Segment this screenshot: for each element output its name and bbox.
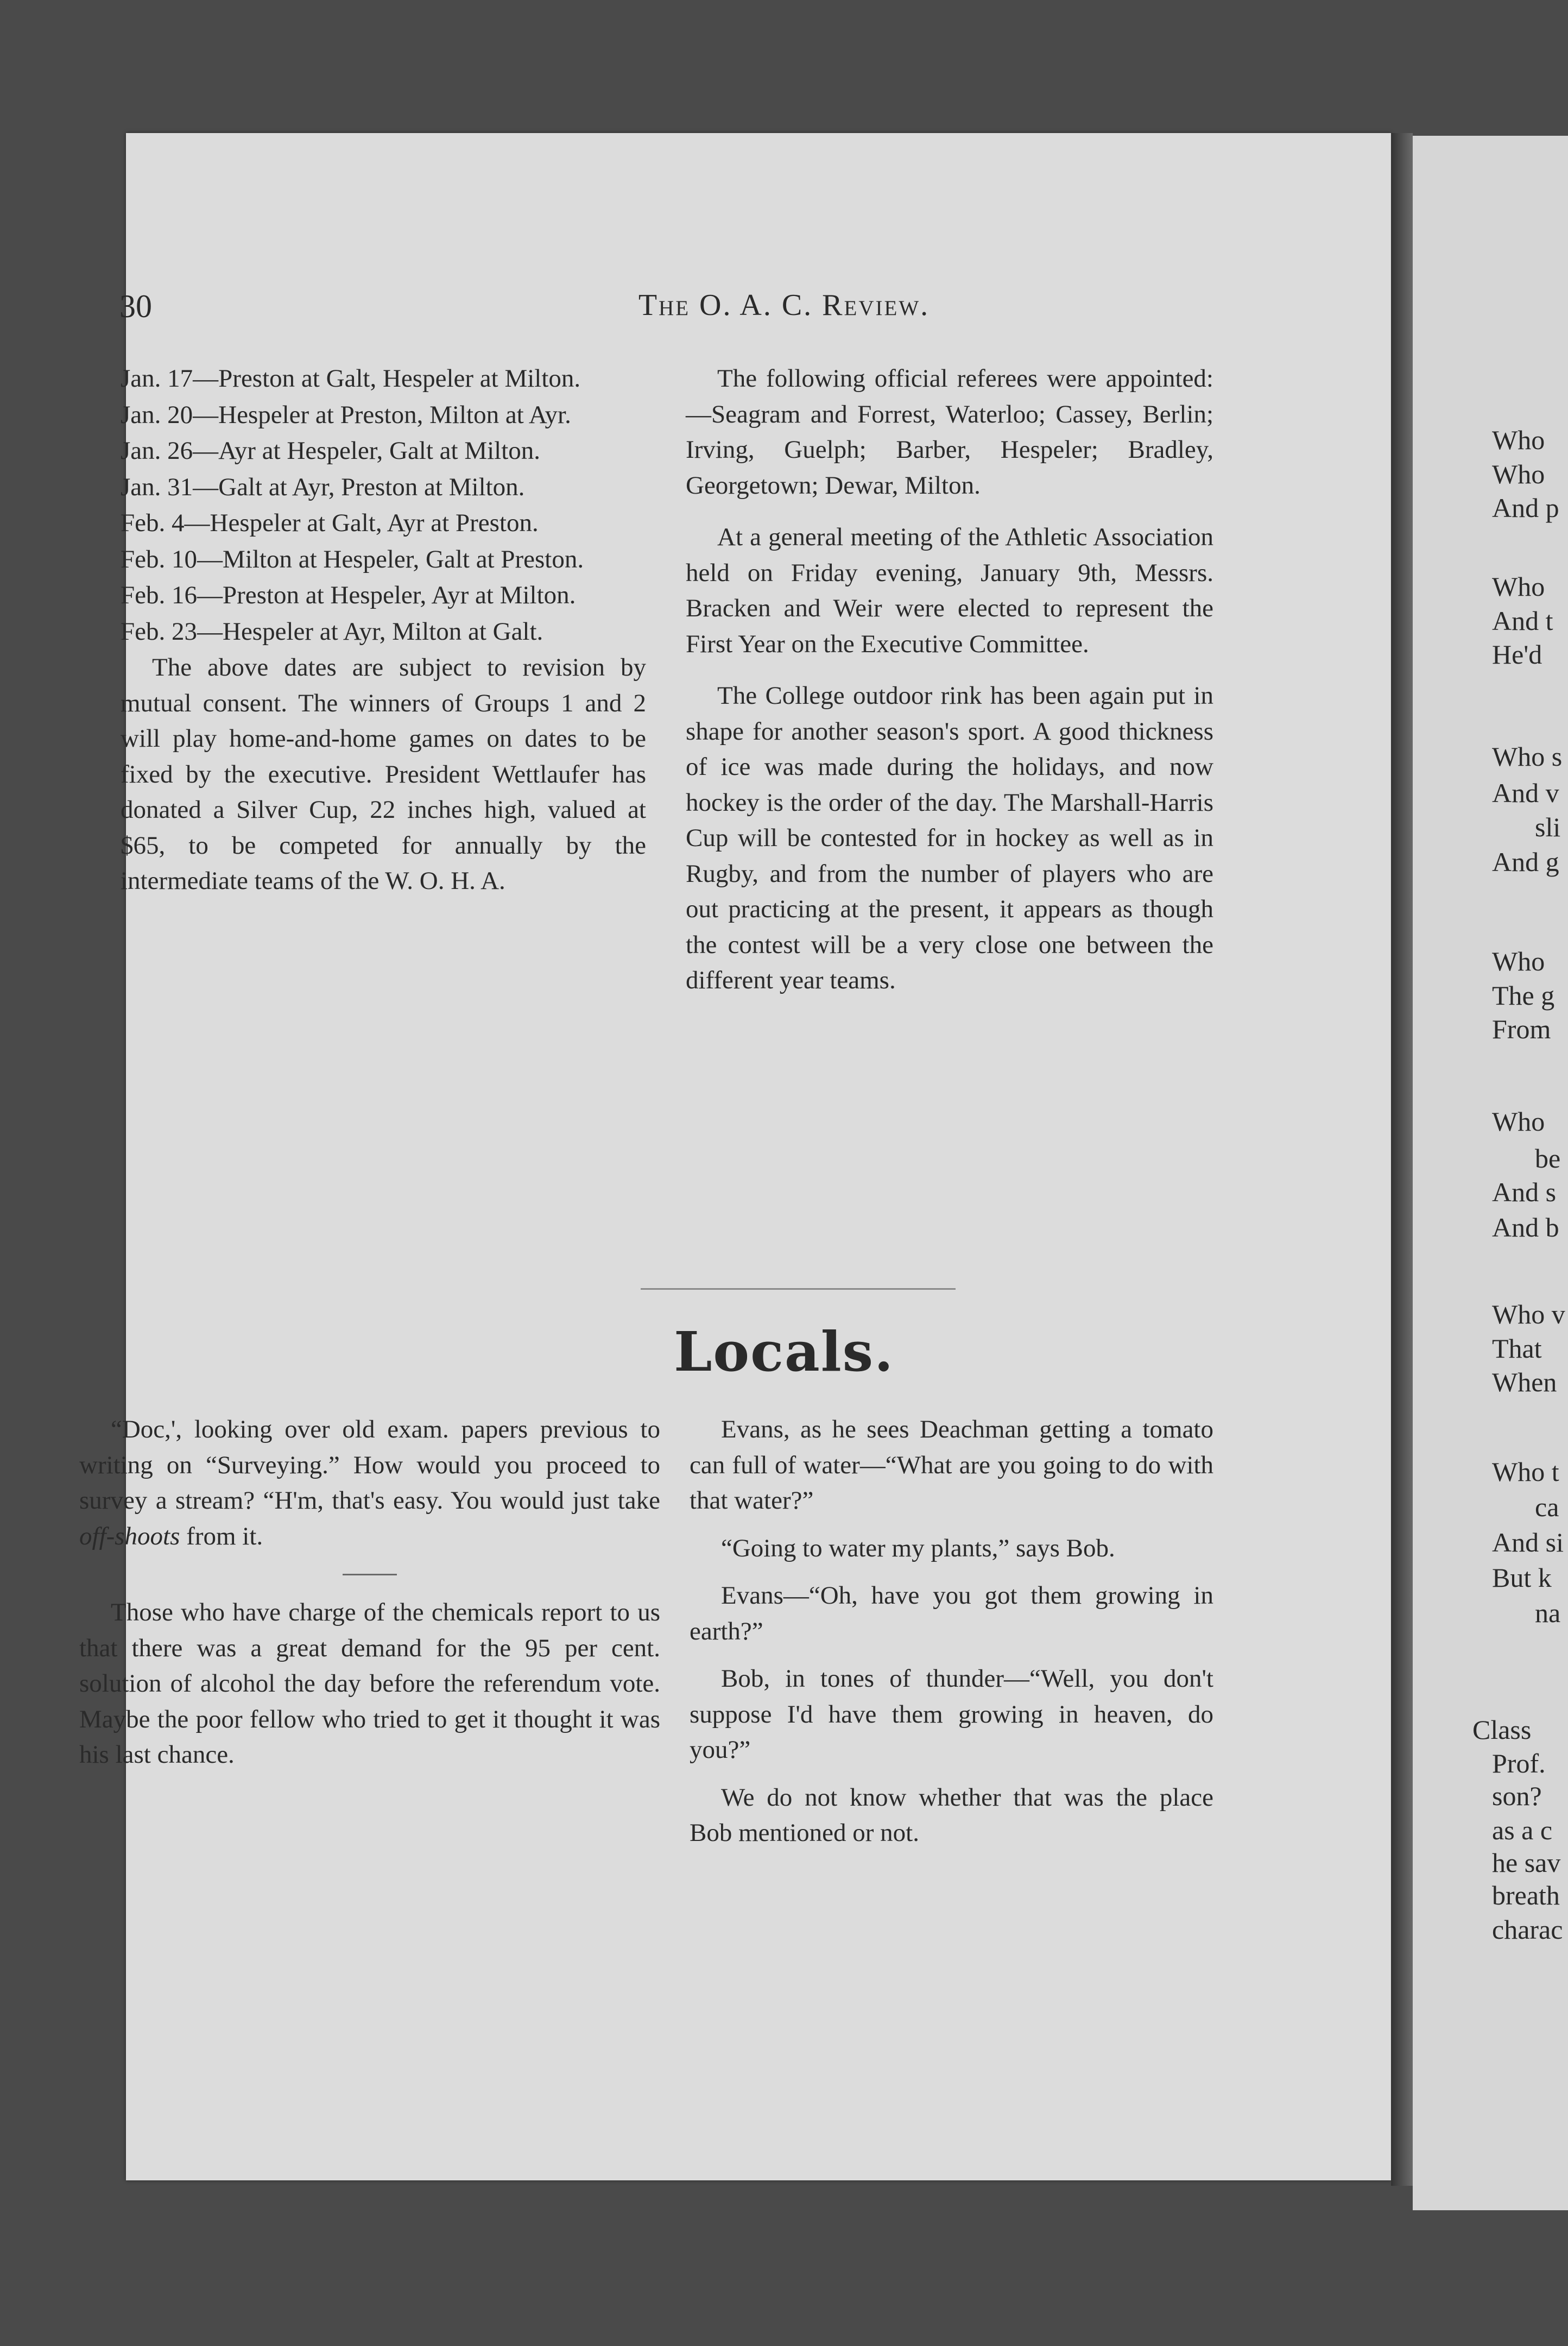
adjacent-page-text: Who t xyxy=(1492,1456,1559,1487)
schedule-date: Jan. 26 xyxy=(121,437,193,465)
evans-dialogue-3: Evans—“Oh, have you got them growing in earth?” xyxy=(690,1581,1213,1645)
page-header xyxy=(0,288,1568,326)
locals-heading: Locals. xyxy=(674,1320,894,1384)
schedule-games: —Galt at Ayr, Preston at Milton. xyxy=(193,472,525,501)
adjacent-page-text: The g xyxy=(1492,980,1555,1011)
adjacent-page-text: Who xyxy=(1492,425,1545,455)
adjacent-page-text: And b xyxy=(1492,1212,1559,1243)
schedule-date: Feb. 23 xyxy=(121,617,197,646)
doc-anecdote: “Doc,', looking over old exam. papers previous to writing on “Surveying.” How would you proceed to survey a stream? “H'm, that's easy. You would just take off-shoots from it. xyxy=(79,1415,660,1550)
adjacent-page-text: And s xyxy=(1492,1177,1557,1207)
evans-dialogue-5: We do not know whether that was the place Bob mentioned or not. xyxy=(690,1783,1213,1847)
adjacent-page-text: And t xyxy=(1492,606,1553,636)
schedule-date: Feb. 4 xyxy=(121,509,185,537)
schedule-games: —Preston at Galt, Hespeler at Milton. xyxy=(193,364,581,393)
referees-paragraph: The following official referees were appointed:—Seagram and Forrest, Waterloo; Cassey, Berlin; Irving, Guelph; Barber, Hespeler; Bradley, Georgetown; Dewar, Milton. xyxy=(686,364,1213,500)
evans-dialogue-2: “Going to water my plants,” says Bob. xyxy=(721,1534,1115,1562)
adjacent-page-text: Who xyxy=(1492,459,1545,489)
offshoots-italic: off-shoots xyxy=(79,1522,180,1550)
schedule-entry xyxy=(121,542,646,578)
adjacent-page-text: na xyxy=(1535,1598,1561,1628)
adjacent-page-text: breath xyxy=(1492,1880,1560,1910)
adjacent-page-text: Who xyxy=(1492,1106,1545,1137)
schedule-entry xyxy=(121,361,646,397)
adjacent-page-fragment xyxy=(1413,136,1568,2210)
schedule-entry xyxy=(121,470,646,506)
schedule-entry xyxy=(121,614,646,650)
book-gutter xyxy=(1391,133,1413,2186)
adjacent-page-text: Who v xyxy=(1492,1299,1565,1329)
locals-left-column xyxy=(79,1412,660,1773)
adjacent-page-text: he sav xyxy=(1492,1847,1561,1878)
adjacent-page-text: Who s xyxy=(1492,741,1563,772)
schedule-entry xyxy=(121,578,646,614)
page-number: 30 xyxy=(119,288,152,324)
adjacent-page-text: From xyxy=(1492,1014,1551,1044)
evans-dialogue-1: Evans, as he sees Deachman getting a tomato can full of water—“What are you going to do with that water?” xyxy=(690,1415,1213,1515)
schedule-date: Jan. 31 xyxy=(121,472,193,501)
running-title: The O. A. C. Review. xyxy=(638,288,930,322)
adjacent-page-text: Who xyxy=(1492,571,1545,602)
adjacent-page-text: But k xyxy=(1492,1562,1552,1593)
adjacent-page-text: And si xyxy=(1492,1527,1564,1557)
adjacent-page-text: And g xyxy=(1492,847,1559,877)
adjacent-page-text: sli xyxy=(1535,812,1561,842)
adjacent-page-text: Who xyxy=(1492,946,1545,976)
adjacent-page-text: son? xyxy=(1492,1781,1542,1811)
schedule-games: —Ayr at Hespeler, Galt at Milton. xyxy=(193,437,541,465)
locals-right-column xyxy=(690,1412,1213,1863)
adjacent-page-text: as a c xyxy=(1492,1815,1553,1845)
adjacent-page-text: ca xyxy=(1535,1492,1559,1522)
schedule-games: —Preston at Hespeler, Ayr at Milton. xyxy=(197,581,576,609)
schedule-date: Feb. 10 xyxy=(121,545,197,573)
adjacent-page-text: And v xyxy=(1492,778,1559,808)
hockey-schedule xyxy=(121,361,646,649)
section-divider xyxy=(641,1288,956,1290)
rink-paragraph: The College outdoor rink has been again put in shape for another season's sport. A good thickness of ice was made during the holidays, and now hockey is the order of the day. The Marshall-Harris Cup will be contested for in hockey as well as in Rugby, and from the number of players who are out practicing at the present, it appears as though the contest will be a very close one between the different year teams. xyxy=(686,682,1213,994)
schedule-entry xyxy=(121,506,646,541)
chemicals-anecdote: Those who have charge of the chemicals report to us that there was a great demand for the 95 per cent. solution of alcohol the day before the referendum vote. Maybe the poor fellow who tried to get it thought it was his last chance. xyxy=(79,1598,660,1769)
schedule-date: Jan. 20 xyxy=(121,400,193,429)
schedule-games: —Hespeler at Ayr, Milton at Galt. xyxy=(197,617,543,646)
adjacent-page-text: charac xyxy=(1492,1914,1563,1945)
left-column xyxy=(121,361,646,899)
adjacent-page-text: That xyxy=(1492,1333,1542,1364)
schedule-games: —Hespeler at Galt, Ayr at Preston. xyxy=(184,509,539,537)
schedule-entry xyxy=(121,398,646,433)
adjacent-page-text: And p xyxy=(1492,493,1559,523)
adjacent-page-text: When xyxy=(1492,1367,1557,1397)
evans-dialogue-4: Bob, in tones of thunder—“Well, you don't suppose I'd have them growing in heaven, do you?” xyxy=(690,1664,1213,1764)
adjacent-page-text: Prof. xyxy=(1492,1748,1546,1779)
schedule-entry xyxy=(121,433,646,469)
adjacent-page-text: He'd xyxy=(1492,639,1542,670)
meeting-paragraph: At a general meeting of the Athletic Association held on Friday evening, January 9th, Messrs. Bracken and Weir were elected to represent the First Year on the Executive Committee. xyxy=(686,523,1213,658)
schedule-games: —Milton at Hespeler, Galt at Preston. xyxy=(197,545,584,573)
short-divider xyxy=(343,1574,397,1575)
schedule-date: Feb. 16 xyxy=(121,581,197,609)
schedule-games: —Hespeler at Preston, Milton at Ayr. xyxy=(193,400,571,429)
adjacent-page-text: be xyxy=(1535,1143,1561,1174)
schedule-date: Jan. 17 xyxy=(121,364,193,393)
adjacent-page-text: Class xyxy=(1472,1714,1532,1745)
right-column xyxy=(686,361,1213,1015)
schedule-note: The above dates are subject to revision by mutual consent. The winners of Groups 1 and 2 will play home-and-home games on dates to be fixed by the executive. President Wettlaufer has donated a Silver Cup, 22 inches high, valued at $65, to be competed for annually by the intermediate teams of the W. O. H. A. xyxy=(121,653,646,895)
